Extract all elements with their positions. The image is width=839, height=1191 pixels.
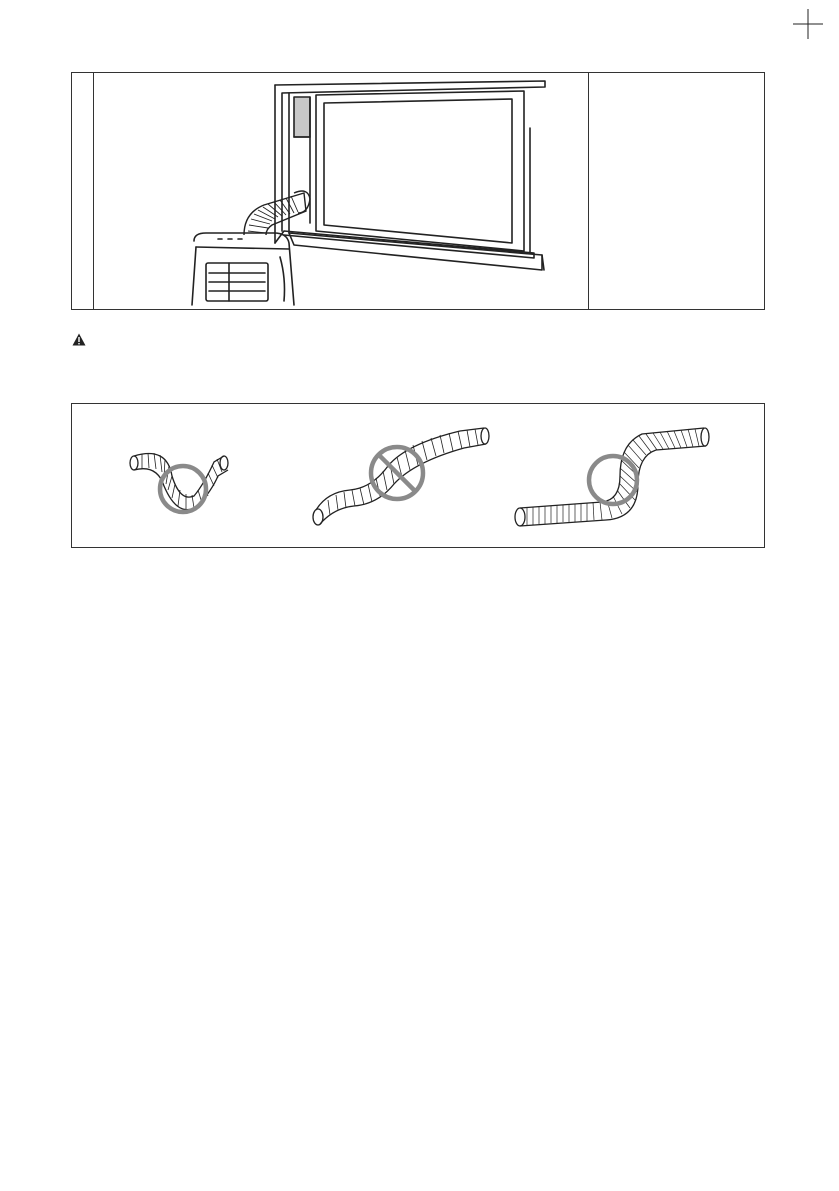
portable-ac-window-exhaust-illustration: [94, 73, 589, 309]
hose-gentle-bend-icon: [515, 428, 709, 526]
hose-twisted-icon: [313, 428, 489, 525]
hose-guidance-illustrations: [72, 404, 766, 549]
notes-column: [589, 73, 764, 309]
crop-mark-icon: [793, 9, 823, 39]
warning-triangle-icon: [72, 333, 86, 346]
installation-figure-table: [71, 72, 765, 310]
hose-sagging-u-bend-icon: [130, 453, 228, 512]
step-column: [72, 73, 94, 309]
hose-guidance-box: [71, 403, 765, 548]
figure-column: [94, 73, 589, 309]
